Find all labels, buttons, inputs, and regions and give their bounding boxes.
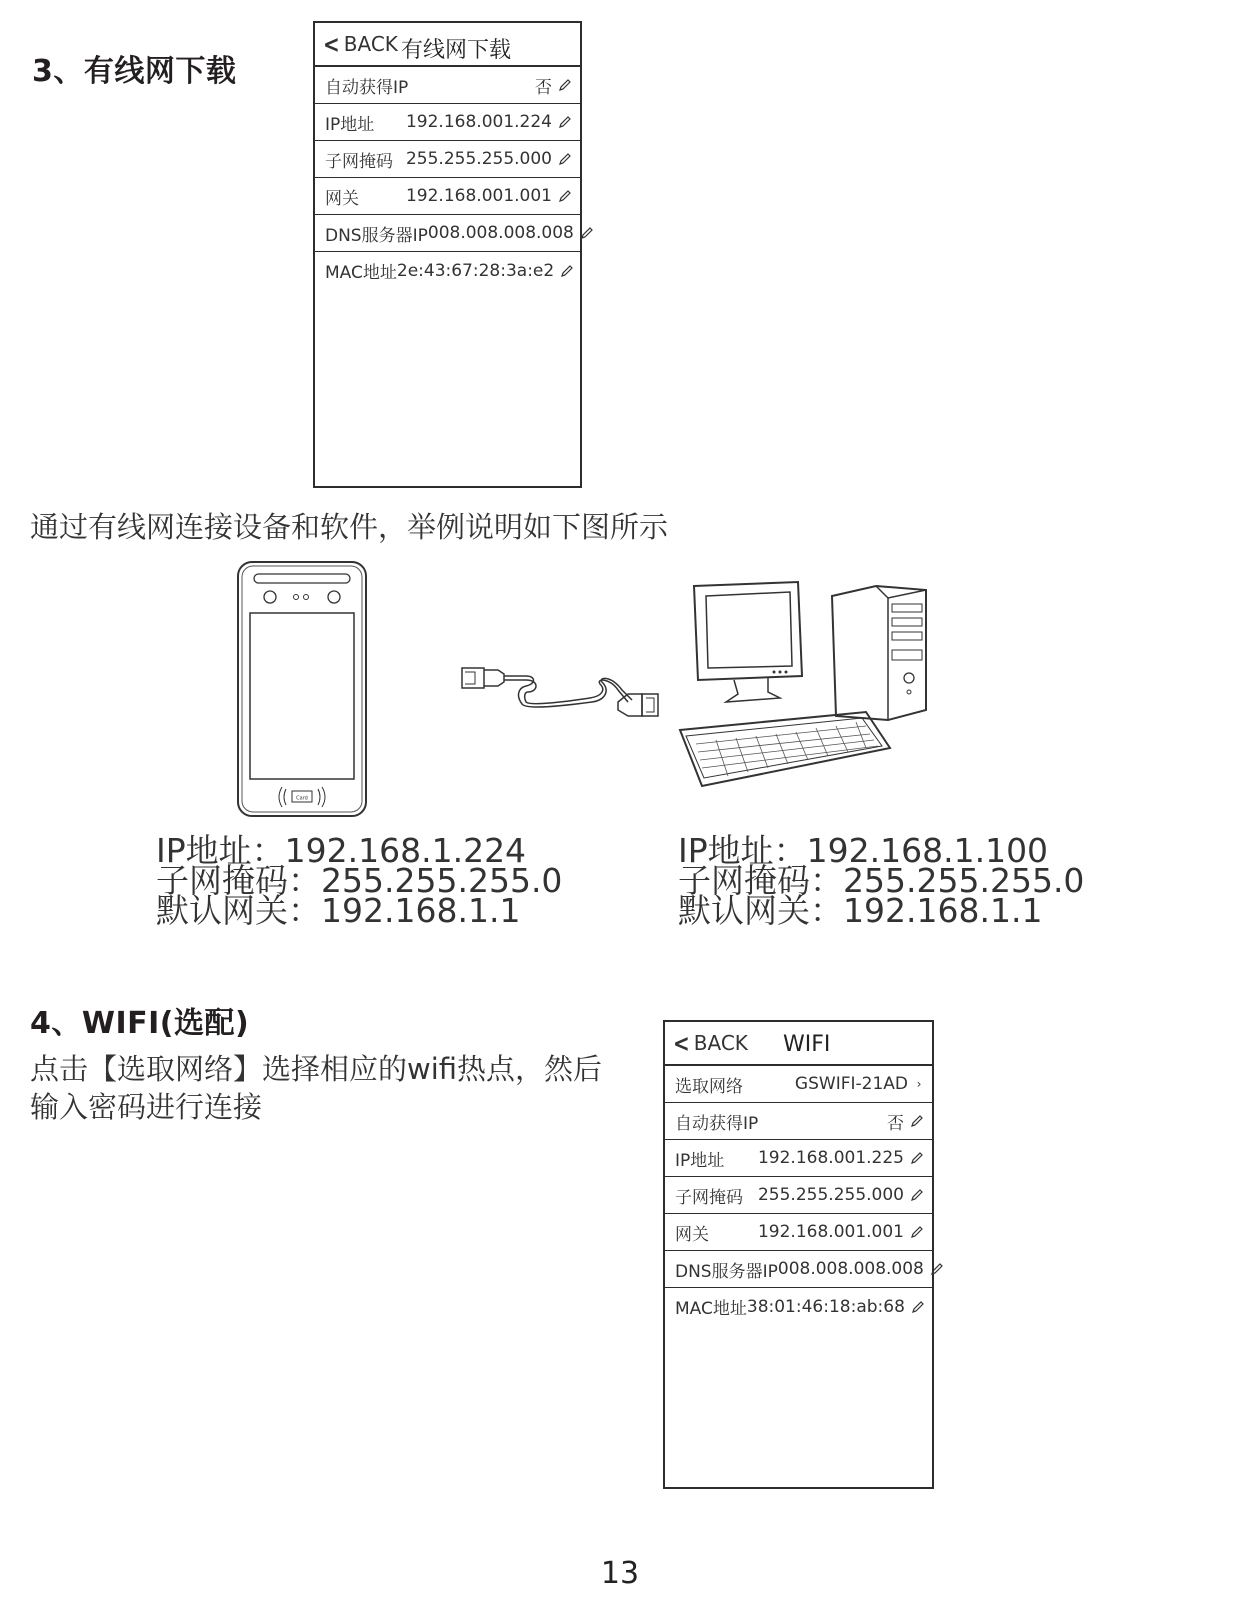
screen-title: 有线网下载 [401,38,512,63]
setting-row-ip-address[interactable]: IP地址 192.168.001.224 [315,104,580,141]
wifi-screen [663,1020,934,1489]
pencil-icon[interactable] [558,115,572,129]
setting-row-dns[interactable]: DNS服务器IP 008.008.008.008 [315,215,580,252]
chevron-left-icon: < [673,1028,690,1058]
section-3-heading: 3、有线网下载 [32,54,237,89]
card-reader-label: Card [296,795,308,802]
desktop-computer-illustration [676,580,936,800]
setting-row-gateway[interactable]: 网关 192.168.001.001 [665,1214,932,1251]
pc-ip-caption: IP地址：192.168.1.100 子网掩码：255.255.255.0 默认网关：192.168.1.1 [678,831,1085,930]
screen-header [315,23,580,67]
wifi-description: 点击【选取网络】选择相应的wifi热点，然后 输入密码进行连接 [30,1052,603,1124]
pencil-icon[interactable] [910,1114,924,1128]
network-cable-illustration [460,664,660,724]
pencil-icon[interactable] [558,152,572,166]
pencil-icon[interactable] [910,1188,924,1202]
pencil-icon[interactable] [930,1262,944,1276]
setting-row-auto-ip[interactable]: 自动获得IP 否 [315,67,580,104]
pencil-icon[interactable] [558,78,572,92]
setting-row-mac-address[interactable]: MAC地址 2e:43:67:28:3a:e2 [315,252,580,289]
setting-row-subnet-mask[interactable]: 子网掩码 255.255.255.000 [665,1177,932,1214]
setting-row-auto-ip[interactable]: 自动获得IP 否 [665,1103,932,1140]
setting-row-mac-address[interactable]: MAC地址 38:01:46:18:ab:68 [665,1288,932,1325]
wired-network-screen [313,21,582,488]
chevron-right-icon: › [916,1077,922,1091]
setting-row-gateway[interactable]: 网关 192.168.001.001 [315,178,580,215]
screen-title: WIFI [783,1032,831,1057]
pencil-icon[interactable] [580,226,594,240]
pencil-icon[interactable] [910,1225,924,1239]
wired-connection-description: 通过有线网连接设备和软件，举例说明如下图所示 [30,510,669,544]
setting-row-dns[interactable]: DNS服务器IP 008.008.008.008 [665,1251,932,1288]
screen-header [665,1022,932,1066]
back-button[interactable]: < BACK [323,29,398,59]
pencil-icon[interactable] [558,189,572,203]
page-number: 13 [600,1556,640,1591]
back-button[interactable]: < BACK [673,1028,748,1058]
pencil-icon[interactable] [911,1300,925,1314]
pencil-icon[interactable] [560,264,574,278]
section-4-heading: 4、WIFI(选配) [30,1006,250,1041]
setting-row-subnet-mask[interactable]: 子网掩码 255.255.255.000 [315,141,580,178]
setting-row-ip-address[interactable]: IP地址 192.168.001.225 [665,1140,932,1177]
pencil-icon[interactable] [910,1151,924,1165]
face-terminal-illustration [236,560,368,818]
chevron-left-icon: < [323,29,340,59]
setting-row-select-network[interactable]: 选取网络 GSWIFI-21AD › [665,1066,932,1103]
device-ip-caption: IP地址：192.168.1.224 子网掩码：255.255.255.0 默认网关：192.168.1.1 [156,831,563,930]
